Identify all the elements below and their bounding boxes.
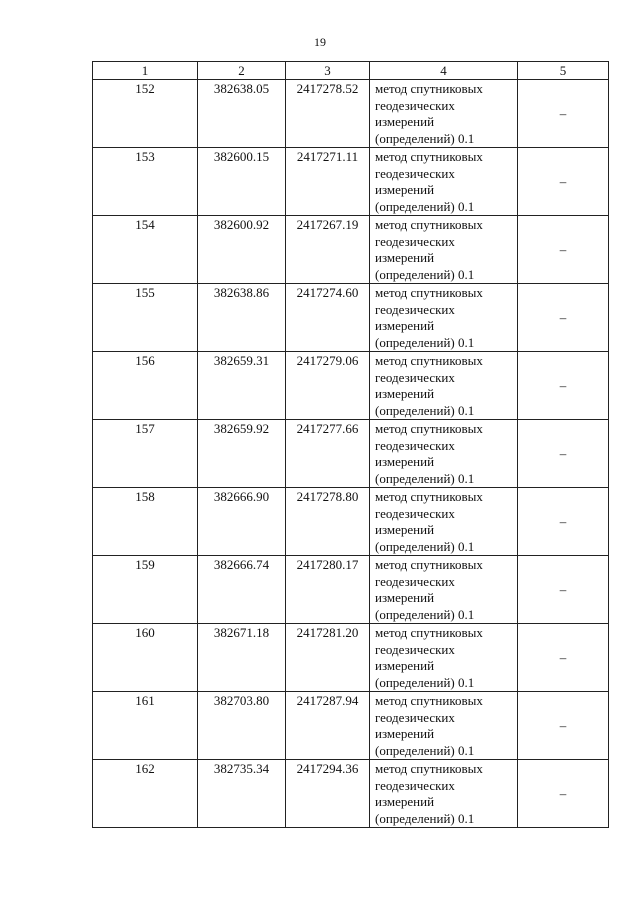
note-cell: –: [518, 624, 609, 692]
note-cell: –: [518, 488, 609, 556]
table-row: [93, 624, 609, 692]
method-line: (определений) 0.1: [375, 742, 475, 758]
method-cell: [370, 692, 518, 760]
x-coordinate-cell: 382666.90: [198, 488, 286, 556]
point-number-cell: 154: [93, 216, 198, 284]
x-coordinate-cell: 382703.80: [198, 692, 286, 760]
x-coordinate-cell: 382735.34: [198, 760, 286, 828]
method-line: измерений: [375, 250, 435, 265]
note-cell: –: [518, 148, 609, 216]
method-line: геодезических: [375, 573, 455, 589]
method-line: (определений) 0.1: [375, 674, 475, 690]
table-row: [93, 352, 609, 420]
x-coordinate-cell: 382671.18: [198, 624, 286, 692]
point-number-cell: 156: [93, 352, 198, 420]
table-row: [93, 284, 609, 352]
method-cell: [370, 284, 518, 352]
method-line: метод спутниковых: [375, 761, 483, 776]
y-coordinate-cell: 2417277.66: [286, 420, 370, 488]
note-cell: –: [518, 80, 609, 148]
method-cell: [370, 760, 518, 828]
point-number-cell: 158: [93, 488, 198, 556]
method-line: метод спутниковых: [375, 353, 483, 368]
point-number-cell: 162: [93, 760, 198, 828]
point-number-cell: 160: [93, 624, 198, 692]
method-cell: [370, 420, 518, 488]
header-col-5: 5: [518, 62, 609, 80]
table-row: [93, 148, 609, 216]
method-cell: [370, 556, 518, 624]
method-line: (определений) 0.1: [375, 606, 475, 622]
method-line: геодезических: [375, 777, 455, 793]
method-line: (определений) 0.1: [375, 810, 475, 826]
header-col-2: 2: [198, 62, 286, 80]
method-cell: [370, 352, 518, 420]
y-coordinate-cell: 2417274.60: [286, 284, 370, 352]
method-cell: [370, 624, 518, 692]
note-cell: –: [518, 420, 609, 488]
method-cell: [370, 488, 518, 556]
method-line: измерений: [375, 386, 435, 401]
method-line: измерений: [375, 522, 435, 537]
method-line: измерений: [375, 318, 435, 333]
x-coordinate-cell: 382659.31: [198, 352, 286, 420]
x-coordinate-cell: 382638.86: [198, 284, 286, 352]
point-number-cell: 161: [93, 692, 198, 760]
y-coordinate-cell: 2417279.06: [286, 352, 370, 420]
table-row: [93, 760, 609, 828]
method-line: геодезических: [375, 165, 455, 181]
x-coordinate-cell: 382600.92: [198, 216, 286, 284]
method-line: геодезических: [375, 233, 455, 249]
table-header-row: [93, 62, 609, 80]
page-number: 19: [314, 35, 326, 49]
header-col-3: 3: [286, 62, 370, 80]
note-cell: –: [518, 760, 609, 828]
x-coordinate-cell: 382666.74: [198, 556, 286, 624]
point-number-cell: 157: [93, 420, 198, 488]
method-line: (определений) 0.1: [375, 470, 475, 486]
note-cell: –: [518, 284, 609, 352]
point-number-cell: 152: [93, 80, 198, 148]
method-line: метод спутниковых: [375, 625, 483, 640]
method-line: метод спутниковых: [375, 285, 483, 300]
table-row: [93, 420, 609, 488]
y-coordinate-cell: 2417280.17: [286, 556, 370, 624]
table-row: [93, 488, 609, 556]
table-row: [93, 80, 609, 148]
method-cell: [370, 216, 518, 284]
method-line: (определений) 0.1: [375, 130, 475, 146]
method-line: геодезических: [375, 437, 455, 453]
method-line: геодезических: [375, 97, 455, 113]
method-line: измерений: [375, 726, 435, 741]
method-line: метод спутниковых: [375, 149, 483, 164]
method-cell: [370, 148, 518, 216]
method-line: измерений: [375, 658, 435, 673]
y-coordinate-cell: 2417267.19: [286, 216, 370, 284]
note-cell: –: [518, 216, 609, 284]
method-line: измерений: [375, 114, 435, 129]
method-line: метод спутниковых: [375, 421, 483, 436]
method-line: геодезических: [375, 369, 455, 385]
method-line: метод спутниковых: [375, 557, 483, 572]
table-row: [93, 556, 609, 624]
method-line: метод спутниковых: [375, 81, 483, 96]
method-line: геодезических: [375, 505, 455, 521]
method-line: (определений) 0.1: [375, 402, 475, 418]
note-cell: –: [518, 556, 609, 624]
method-line: геодезических: [375, 709, 455, 725]
coordinates-table: [92, 61, 609, 828]
note-cell: –: [518, 352, 609, 420]
header-col-4: 4: [370, 62, 518, 80]
method-line: (определений) 0.1: [375, 198, 475, 214]
y-coordinate-cell: 2417287.94: [286, 692, 370, 760]
table-body: [93, 80, 609, 828]
method-line: геодезических: [375, 301, 455, 317]
x-coordinate-cell: 382659.92: [198, 420, 286, 488]
y-coordinate-cell: 2417281.20: [286, 624, 370, 692]
method-line: метод спутниковых: [375, 693, 483, 708]
y-coordinate-cell: 2417278.52: [286, 80, 370, 148]
method-line: (определений) 0.1: [375, 334, 475, 350]
x-coordinate-cell: 382638.05: [198, 80, 286, 148]
method-line: геодезических: [375, 641, 455, 657]
y-coordinate-cell: 2417294.36: [286, 760, 370, 828]
table-row: [93, 692, 609, 760]
method-line: (определений) 0.1: [375, 538, 475, 554]
point-number-cell: 155: [93, 284, 198, 352]
note-cell: –: [518, 692, 609, 760]
y-coordinate-cell: 2417278.80: [286, 488, 370, 556]
y-coordinate-cell: 2417271.11: [286, 148, 370, 216]
point-number-cell: 159: [93, 556, 198, 624]
method-line: измерений: [375, 182, 435, 197]
header-col-1: 1: [93, 62, 198, 80]
method-cell: [370, 80, 518, 148]
x-coordinate-cell: 382600.15: [198, 148, 286, 216]
method-line: метод спутниковых: [375, 489, 483, 504]
method-line: измерений: [375, 590, 435, 605]
method-line: измерений: [375, 454, 435, 469]
point-number-cell: 153: [93, 148, 198, 216]
method-line: (определений) 0.1: [375, 266, 475, 282]
table-row: [93, 216, 609, 284]
method-line: измерений: [375, 794, 435, 809]
method-line: метод спутниковых: [375, 217, 483, 232]
